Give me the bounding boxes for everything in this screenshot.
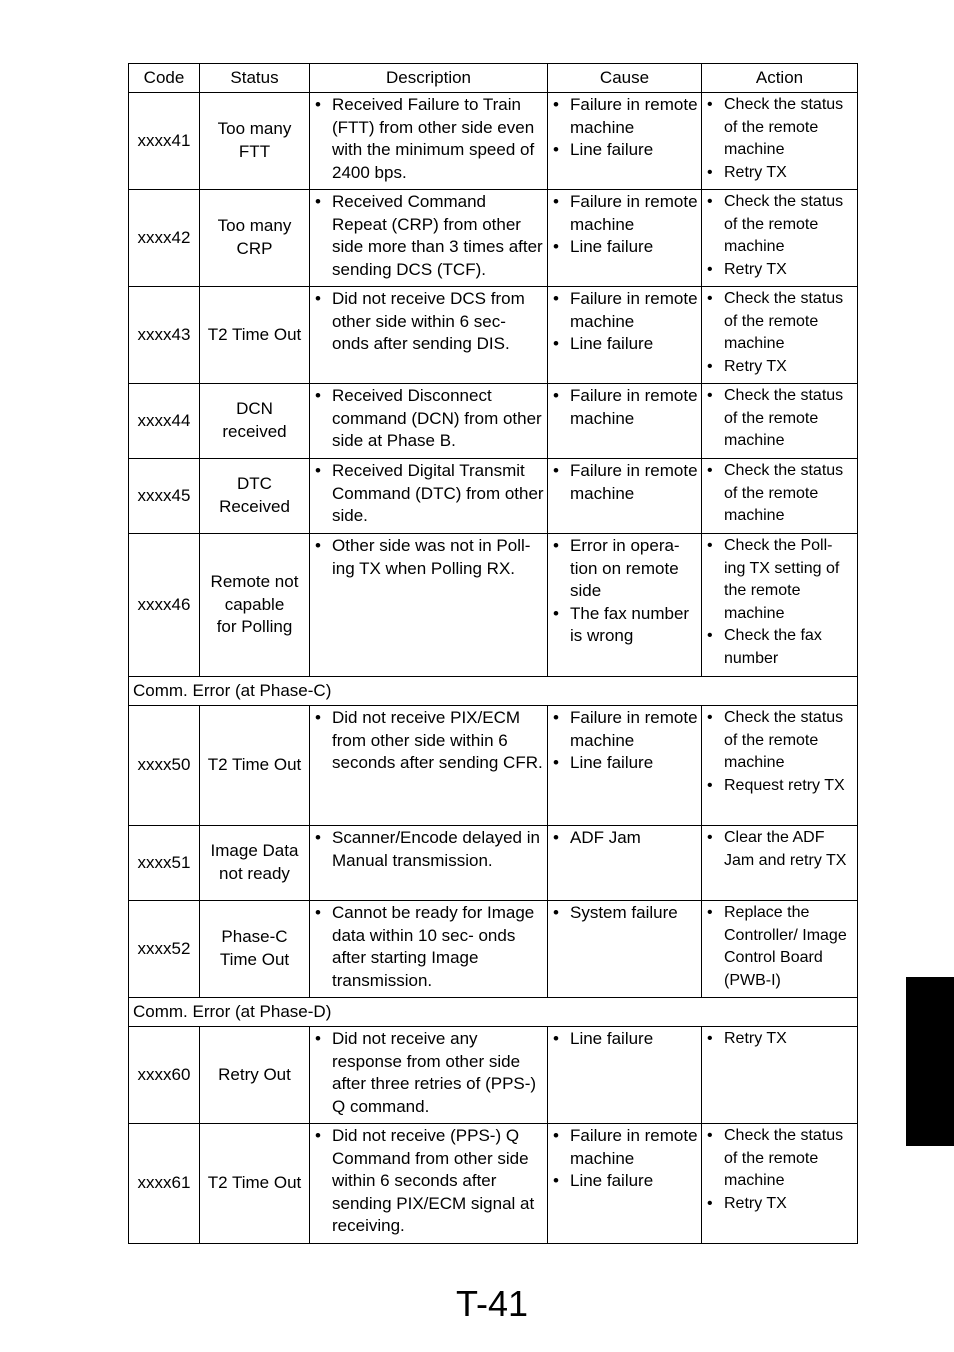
description-cell bbox=[310, 1027, 548, 1124]
cause-item: • Line failure bbox=[552, 1170, 699, 1193]
cause-item: • Failure in remote machine bbox=[552, 191, 699, 236]
cause-item: • System failure bbox=[552, 902, 699, 925]
status-line: Remote not bbox=[210, 572, 299, 592]
description-cell bbox=[310, 706, 548, 826]
cause-cell bbox=[548, 384, 702, 459]
description-item: • Other side was not in Poll- ing TX when Polling RX. bbox=[314, 535, 545, 580]
table-row bbox=[129, 534, 858, 677]
action-item: • Retry TX bbox=[706, 1193, 855, 1216]
cause-item: • Line failure bbox=[552, 752, 699, 775]
action-item: • Check the fax number bbox=[706, 625, 855, 670]
description-cell bbox=[310, 384, 548, 459]
cause-list bbox=[552, 385, 699, 430]
cause-item: • Failure in remote machine bbox=[552, 1125, 699, 1170]
table-row bbox=[129, 93, 858, 190]
table-row bbox=[129, 826, 858, 901]
header-cause: Cause bbox=[548, 64, 702, 93]
error-status bbox=[200, 459, 310, 534]
error-code: xxxx45 bbox=[129, 459, 200, 534]
action-list bbox=[706, 460, 855, 528]
action-item: • Clear the ADF Jam and retry TX bbox=[706, 827, 855, 872]
description-list bbox=[314, 385, 545, 453]
status-line: Time Out bbox=[219, 950, 290, 969]
cause-list bbox=[552, 827, 699, 850]
cause-item: • Failure in remote machine bbox=[552, 707, 699, 752]
status-line: FTT bbox=[238, 142, 271, 161]
action-item: • Check the status of the remote machine bbox=[706, 707, 855, 775]
cause-list bbox=[552, 1125, 699, 1193]
table-row bbox=[129, 706, 858, 826]
error-status bbox=[200, 384, 310, 459]
description-item: • Did not receive (PPS-) Q Command from other side within 6 seconds after sending PIX/ECM signal at receiving. bbox=[314, 1125, 545, 1238]
page-number: T-41 bbox=[455, 1283, 529, 1324]
error-code: xxxx41 bbox=[129, 93, 200, 190]
description-item: • Received Digital Transmit Command (DTC) from other side. bbox=[314, 460, 545, 528]
action-cell bbox=[702, 826, 858, 901]
action-item: • Retry TX bbox=[706, 259, 855, 282]
cause-item: • Failure in remote machine bbox=[552, 94, 699, 139]
description-item: • Scanner/Encode delayed in Manual transmission. bbox=[314, 827, 545, 872]
description-item: • Did not receive DCS from other side within 6 sec- onds after sending DIS. bbox=[314, 288, 545, 356]
cause-item: • Line failure bbox=[552, 236, 699, 259]
error-status bbox=[200, 93, 310, 190]
error-code-table bbox=[128, 63, 858, 1244]
error-code: xxxx51 bbox=[129, 826, 200, 901]
header-action: Action bbox=[702, 64, 858, 93]
status-line: DTC bbox=[237, 474, 272, 494]
description-list bbox=[314, 460, 545, 528]
action-cell bbox=[702, 706, 858, 826]
error-status bbox=[200, 1124, 310, 1244]
table-row bbox=[129, 1027, 858, 1124]
error-status bbox=[200, 534, 310, 677]
cause-list bbox=[552, 902, 699, 925]
status-line: T2 Time Out bbox=[207, 324, 302, 344]
error-code: xxxx43 bbox=[129, 287, 200, 384]
action-list bbox=[706, 191, 855, 281]
description-item: • Did not receive PIX/ECM from other side within 6 seconds after sending CFR. bbox=[314, 707, 545, 775]
action-item: • Check the Poll- ing TX setting of the remote machine bbox=[706, 535, 855, 625]
error-code: xxxx44 bbox=[129, 384, 200, 459]
status-line: CRP bbox=[236, 239, 273, 258]
table-row bbox=[129, 190, 858, 287]
description-list bbox=[314, 707, 545, 775]
table-header-row bbox=[129, 64, 858, 93]
table-row bbox=[129, 901, 858, 998]
status-line: DCN bbox=[236, 399, 273, 419]
action-item: • Check the status of the remote machine bbox=[706, 460, 855, 528]
section-title: Comm. Error (at Phase-D) bbox=[129, 998, 858, 1027]
description-cell bbox=[310, 190, 548, 287]
cause-cell bbox=[548, 93, 702, 190]
cause-cell bbox=[548, 1027, 702, 1124]
action-list bbox=[706, 385, 855, 453]
cause-list bbox=[552, 191, 699, 259]
section-row bbox=[129, 677, 858, 706]
description-cell bbox=[310, 901, 548, 998]
status-line: Retry Out bbox=[218, 1064, 291, 1084]
status-line: T2 Time Out bbox=[207, 755, 302, 775]
cause-list bbox=[552, 460, 699, 505]
description-list bbox=[314, 827, 545, 872]
error-code: xxxx42 bbox=[129, 190, 200, 287]
description-list bbox=[314, 191, 545, 281]
cause-cell bbox=[548, 459, 702, 534]
action-list bbox=[706, 94, 855, 184]
cause-list bbox=[552, 535, 699, 648]
header-status: Status bbox=[200, 64, 310, 93]
action-cell bbox=[702, 190, 858, 287]
section-row bbox=[129, 998, 858, 1027]
thumb-index-tab bbox=[906, 977, 954, 1146]
action-cell bbox=[702, 534, 858, 677]
table-row bbox=[129, 287, 858, 384]
cause-item: • Failure in remote machine bbox=[552, 288, 699, 333]
description-cell bbox=[310, 459, 548, 534]
description-item: • Received Failure to Train (FTT) from other side even with the minimum speed of 2400 bps. bbox=[314, 94, 545, 184]
description-item: • Received Command Repeat (CRP) from other side more than 3 times after sending DCS (TCF). bbox=[314, 191, 545, 281]
cause-item: • Failure in remote machine bbox=[552, 385, 699, 430]
action-list bbox=[706, 1028, 855, 1051]
description-item: • Did not receive any response from other side after three retries of (PPS-) Q command. bbox=[314, 1028, 545, 1118]
action-cell bbox=[702, 287, 858, 384]
error-status bbox=[200, 826, 310, 901]
action-list bbox=[706, 535, 855, 671]
description-cell bbox=[310, 287, 548, 384]
action-list bbox=[706, 902, 855, 992]
cause-list bbox=[552, 288, 699, 356]
status-line: Phase-C bbox=[221, 927, 288, 947]
description-item: • Received Disconnect command (DCN) from other side at Phase B. bbox=[314, 385, 545, 453]
table-body bbox=[129, 93, 858, 1244]
error-status bbox=[200, 1027, 310, 1124]
description-list bbox=[314, 94, 545, 184]
description-cell bbox=[310, 826, 548, 901]
table-row bbox=[129, 384, 858, 459]
error-code: xxxx61 bbox=[129, 1124, 200, 1244]
cause-list bbox=[552, 707, 699, 775]
action-item: • Retry TX bbox=[706, 356, 855, 379]
cause-cell bbox=[548, 1124, 702, 1244]
description-list bbox=[314, 1125, 545, 1238]
error-status bbox=[200, 287, 310, 384]
cause-cell bbox=[548, 826, 702, 901]
action-item: • Check the status of the remote machine bbox=[706, 94, 855, 162]
description-list bbox=[314, 288, 545, 356]
action-list bbox=[706, 827, 855, 872]
cause-item: • Error in opera- tion on remote side bbox=[552, 535, 699, 603]
cause-item: • Failure in remote machine bbox=[552, 460, 699, 505]
description-list bbox=[314, 535, 545, 580]
action-item: • Retry TX bbox=[706, 1028, 855, 1051]
error-code: xxxx52 bbox=[129, 901, 200, 998]
error-status bbox=[200, 901, 310, 998]
error-code: xxxx60 bbox=[129, 1027, 200, 1124]
status-line: Too many bbox=[217, 119, 292, 139]
cause-item: • Line failure bbox=[552, 333, 699, 356]
cause-cell bbox=[548, 706, 702, 826]
action-item: • Replace the Controller/ Image Control Board (PWB-I) bbox=[706, 902, 855, 992]
action-item: • Check the status of the remote machine bbox=[706, 1125, 855, 1193]
error-status bbox=[200, 706, 310, 826]
action-cell bbox=[702, 459, 858, 534]
cause-cell bbox=[548, 901, 702, 998]
description-cell bbox=[310, 1124, 548, 1244]
action-item: • Retry TX bbox=[706, 162, 855, 185]
action-cell bbox=[702, 93, 858, 190]
cause-list bbox=[552, 1028, 699, 1051]
action-list bbox=[706, 288, 855, 378]
status-line: Too many bbox=[217, 216, 292, 236]
status-line: capable bbox=[224, 594, 285, 614]
action-cell bbox=[702, 384, 858, 459]
action-cell bbox=[702, 1027, 858, 1124]
description-item: • Cannot be ready for Image data within 10 sec- onds after starting Image transmission. bbox=[314, 902, 545, 992]
action-item: • Request retry TX bbox=[706, 775, 855, 798]
status-line: Image Data bbox=[210, 841, 299, 861]
action-item: • Check the status of the remote machine bbox=[706, 385, 855, 453]
cause-item: • Line failure bbox=[552, 1028, 699, 1051]
description-cell bbox=[310, 93, 548, 190]
status-line: Received bbox=[219, 497, 290, 516]
table-row bbox=[129, 459, 858, 534]
cause-cell bbox=[548, 534, 702, 677]
action-cell bbox=[702, 901, 858, 998]
status-line: received bbox=[222, 422, 287, 441]
error-status bbox=[200, 190, 310, 287]
description-cell bbox=[310, 534, 548, 677]
status-line: not ready bbox=[219, 864, 290, 883]
cause-cell bbox=[548, 190, 702, 287]
action-cell bbox=[702, 1124, 858, 1244]
status-line: for Polling bbox=[216, 617, 293, 637]
header-code: Code bbox=[129, 64, 200, 93]
cause-item: • ADF Jam bbox=[552, 827, 699, 850]
action-item: • Check the status of the remote machine bbox=[706, 191, 855, 259]
error-code: xxxx50 bbox=[129, 706, 200, 826]
error-code: xxxx46 bbox=[129, 534, 200, 677]
cause-cell bbox=[548, 287, 702, 384]
cause-item: • The fax number is wrong bbox=[552, 603, 699, 648]
action-list bbox=[706, 1125, 855, 1215]
cause-list bbox=[552, 94, 699, 162]
cause-item: • Line failure bbox=[552, 139, 699, 162]
action-item: • Check the status of the remote machine bbox=[706, 288, 855, 356]
action-list bbox=[706, 707, 855, 797]
section-title: Comm. Error (at Phase-C) bbox=[129, 677, 858, 706]
header-description: Description bbox=[310, 64, 548, 93]
table-row bbox=[129, 1124, 858, 1244]
status-line: T2 Time Out bbox=[207, 1173, 302, 1193]
description-list bbox=[314, 902, 545, 992]
description-list bbox=[314, 1028, 545, 1118]
